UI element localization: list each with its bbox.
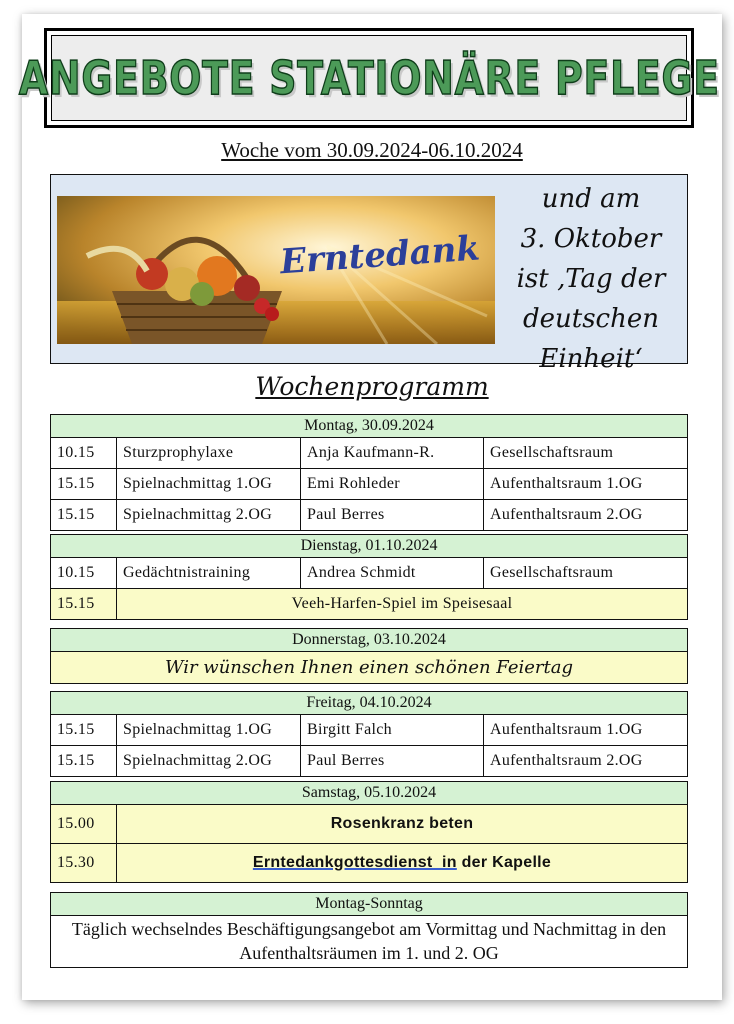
table-row: 15.15 Veeh-Harfen-Spiel im Speisesaal: [51, 589, 687, 619]
table-row: 15.00 Rosenkranz beten: [51, 805, 687, 844]
day-header: Samstag, 05.10.2024: [51, 782, 687, 805]
day-header: Dienstag, 01.10.2024: [51, 535, 687, 558]
table-row: 10.15 Sturzprophylaxe Anja Kaufmann-R. Gesellschaftsraum: [51, 438, 687, 469]
table-row: 15.15 Spielnachmittag 2.OG Paul Berres Aufenthaltsraum 2.OG: [51, 500, 687, 530]
week-range: Woche vom 30.09.2024-06.10.2024: [221, 138, 523, 162]
day-header: Freitag, 04.10.2024: [51, 692, 687, 715]
day-header: Donnerstag, 03.10.2024: [51, 629, 687, 652]
table-row: 15.15 Spielnachmittag 1.OG Birgitt Falch Aufenthaltsraum 1.OG: [51, 715, 687, 746]
day-header: Montag-Sonntag: [51, 893, 687, 916]
daily-offer-text: Täglich wechselndes Beschäftigungsangebot am Vormittag und Nachmittag in den Aufenthaltsräumen im 1. und 2. OG: [71, 919, 667, 963]
program-heading: Wochenprogramm: [255, 372, 489, 401]
holiday-note: und am 3. Oktober ist ‚Tag der deutschen Einheit‘: [516, 184, 666, 374]
flyer-page: [18, 14, 722, 1000]
erntedank-script: Erntedank: [278, 228, 482, 283]
table-row: 15.15 Spielnachmittag 1.OG Emi Rohleder Aufenthaltsraum 1.OG: [51, 469, 687, 500]
holiday-message: Wir wünschen Ihnen einen schönen Feiertag: [51, 652, 687, 683]
day-table-friday: [50, 691, 688, 777]
day-table-tuesday: [50, 534, 688, 620]
harvest-basket-image: [57, 196, 495, 344]
banner: [50, 174, 688, 374]
day-table-saturday: [50, 781, 688, 883]
table-row: 15.30 Erntedankgottesdienst in der Kapelle: [51, 844, 687, 882]
page-title: ANGEBOTE STATIONÄRE PFLEGE: [18, 51, 720, 105]
day-table-thursday: [50, 628, 688, 684]
table-row: 10.15 Gedächtnistraining Andrea Schmidt Gesellschaftsraum: [51, 558, 687, 589]
day-header: Montag, 30.09.2024: [51, 415, 687, 438]
underlined-text: Erntedankgottesdienst in: [252, 854, 457, 871]
title-box: [18, 28, 720, 128]
table-row: 15.15 Spielnachmittag 2.OG Paul Berres Aufenthaltsraum 2.OG: [51, 746, 687, 776]
daily-offer-table: [50, 892, 688, 968]
day-table-monday: [50, 414, 688, 531]
